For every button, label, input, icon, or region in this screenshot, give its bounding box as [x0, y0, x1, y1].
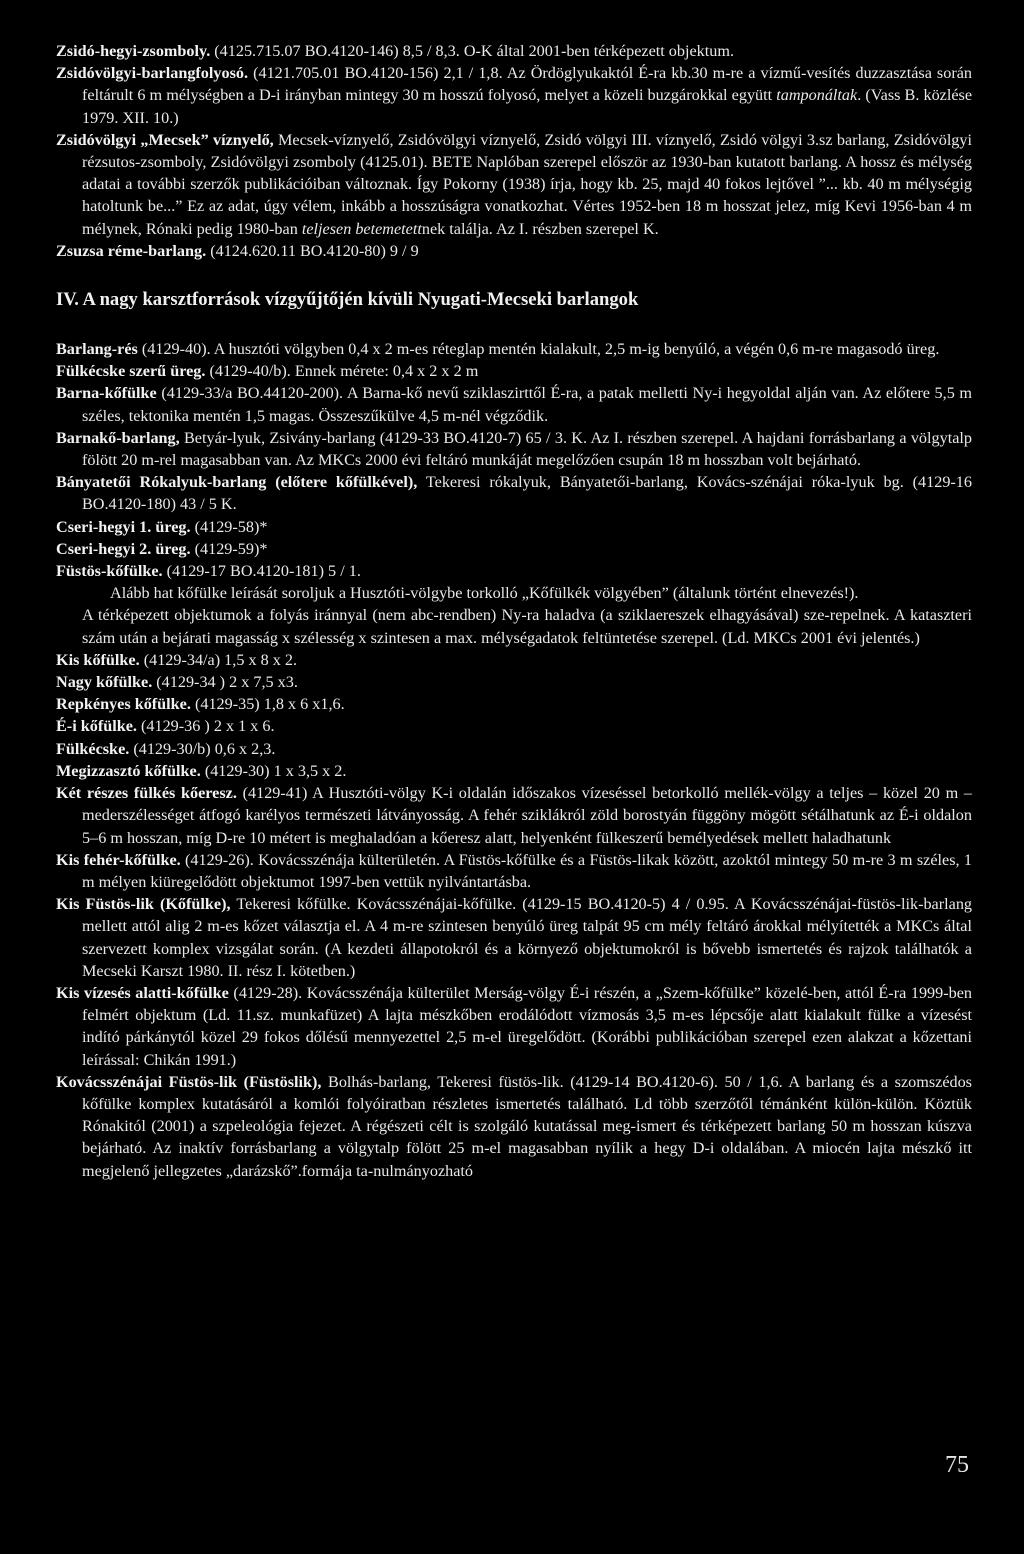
entry-title: Füstös-kőfülke. — [56, 562, 163, 581]
entry-ket-reszes-fulkes-koeresz — [56, 782, 972, 849]
entry-kis-kofulke — [56, 649, 972, 671]
entry-text: (4129-26). Kovácsszénája külterületén. A Füstös-kőfülke és a Füstös-likak között, azoktól mintegy 50 m-re 3 m széles, 1 m mélyen kiüregelődött objektumot 1997-ben vettük nyilvántartásba. — [82, 850, 972, 891]
entry-title: Kis kőfülke. — [56, 650, 140, 669]
entry-barlang-res — [56, 338, 972, 360]
entry-text: Bolhás-barlang, Tekeresi füstös-lik. (4129-14 BO.4120-6). 50 / 1,6. A barlang és a szomszédos kőfülke komplex kutatásáról a komlói folyóiratban részletes ismertetés található. Ld több szerzőtől témánként külön-külön. Köztük Rónakitól (2001) a szpeleológia fejezet. A régészeti célt is szolgáló kutatással meg-ismert és térképezett barlang 50 m hosszan kúszva bejárható. Az inaktív forrásbarlang a völgytalp fölött 25 m-el magasabban nyílik a hegy D-i oldalában. A miocén lajta mészkő itt megjelenő jellegzetes „darázskő”.formája ta-nulmányozható — [82, 1072, 972, 1180]
entry-title: Nagy kőfülke. — [56, 673, 153, 692]
entry-title: Barna-kőfülke — [56, 384, 157, 403]
page-number: 75 — [945, 1452, 969, 1478]
entry-text: (4129-35) 1,8 x 6 x1,6. — [190, 695, 345, 714]
entry-text: (4129-17 BO.4120-181) 5 / 1. — [162, 562, 361, 581]
entry-text: (4129-59)* — [190, 539, 268, 558]
entry-title: Zsidóvölgyi „Mecsek” víznyelő, — [56, 130, 274, 149]
entry-banyatetoi-rokalyuk — [56, 471, 972, 515]
entry-text: (4124.620.11 BO.4120-80) 9 / 9 — [206, 241, 419, 260]
entry-title: Fülkécske. — [56, 739, 130, 758]
entry-e-i-kofulke — [56, 715, 972, 737]
entry-italic: teljesen betemetett — [301, 219, 422, 238]
entry-cseri-hegyi-1 — [56, 516, 972, 538]
entry-text: (4121.705.01 BO.4120-156) 2,1 / 1,8. Az Ördöglyukaktól É-ra kb.30 m-re a vízmű-vesítés duzzasztása során feltárult 6 m mélységben a D-i irányban mintegy 30 m hosszú folyosó, melyet a közeli buzgárokkal együtt — [82, 64, 972, 105]
entry-repkenyes-kofulke — [56, 693, 972, 715]
entry-title: Zsidó-hegyi-zsomboly. — [56, 42, 211, 60]
entry-title: Repkényes kőfülke. — [56, 695, 191, 714]
entry-kis-feher-kofulke — [56, 849, 972, 893]
entry-text: (4129-30/b) 0,6 x 2,3. — [129, 739, 276, 758]
entry-zsidovolgyi-barlangfolyoso — [56, 62, 972, 129]
entry-text: (4129-34 ) 2 x 7,5 x3. — [152, 673, 298, 692]
entry-zsidovolgyi-mecsek-viznyelo — [56, 129, 972, 240]
entry-fulkecske — [56, 738, 972, 760]
entry-title: Kis fehér-kőfülke. — [56, 850, 181, 869]
entry-title: Kovácsszénájai Füstös-lik (Füstöslik), — [56, 1072, 322, 1091]
entry-title: Megizzasztó kőfülke. — [56, 761, 201, 780]
entry-title: Kis vízesés alatti-kőfülke — [56, 983, 229, 1002]
entry-kis-fustos-lik — [56, 893, 972, 982]
entry-title: Zsuzsa réme-barlang. — [56, 241, 207, 260]
entry-text: (4129-40/b). Ennek mérete: 0,4 x 2 x 2 m — [205, 362, 479, 381]
entry-text: (4129-40). A husztóti völgyben 0,4 x 2 m-es réteglap mentén kialakult, 2,5 m-ig benyúló, a végén 0,6 m-re magasodó üreg. — [137, 340, 940, 359]
entry-title: Barlang-rés — [56, 340, 138, 359]
entry-text: Tekeresi kőfülke. Kovácsszénájai-kőfülke. (4129-15 BO.4120-5) 4 / 0.95. A Kovácsszénájai-füstös-lik-barlang mellett attól alig 2 m-es kőzet választja el. A 4 m-re szintesen benyúló üreg talpát 95 cm mély feltáró árokkal mélyítették a MKCs által szervezett komplex vizsgálat során. (A kezdeti állapotokról és a környező objektumokról is bővebb ismertetés és rajzok találhatók a Mecseki Karszt 1980. II. rész I. kötetben.) — [82, 895, 973, 980]
entry-title: É-i kőfülke. — [56, 717, 137, 736]
entry-text: Tekeresi rókalyuk, Bányatetői-barlang, Kovács-szénájai róka-lyuk bg. (4129-16 BO.4120-180) 43 / 5 K. — [82, 473, 972, 514]
page-content — [56, 40, 972, 1182]
entry-barnako-barlang — [56, 427, 972, 471]
entry-zsido-hegyi-zsomboly — [56, 40, 972, 62]
entry-title: Cseri-hegyi 2. üreg. — [56, 539, 191, 558]
entry-barna-kofulke — [56, 382, 972, 426]
entry-title: Bányatetői Rókalyuk-barlang (előtere kőfülkével), — [56, 473, 418, 492]
entry-text-cont: . (Vass B. közlése 1979. XII. 10.) — [82, 86, 973, 127]
entry-title: Barnakő-barlang, — [56, 428, 180, 447]
entry-text-cont: nek találja. Az I. részben szerepel K. — [421, 219, 659, 238]
entry-fustos-kofulke — [56, 560, 972, 582]
entry-title: Cseri-hegyi 1. üreg. — [56, 517, 191, 536]
entry-text: (4129-30) 1 x 3,5 x 2. — [200, 761, 347, 780]
entry-italic: tamponáltak — [776, 86, 858, 105]
entry-cseri-hegyi-2 — [56, 538, 972, 560]
entry-text: (4129-58)* — [190, 517, 268, 536]
entry-text: (4129-33/a BO.44120-200). A Barna-kő nevű sziklaszirttől É-ra, a patak melletti Ny-i hegyoldal alján van. Az előtere 5,5 m széles, tektonika mentén 1,5 magas. Összeszűkülve 4,5 m-nél végződik. — [82, 384, 972, 425]
entry-text: (4129-28). Kovácsszénája külterület Merság-völgy É-i részén, a „Szem-kőfülke” közelé-ben, attól É-ra 1999-ben felmért objektum (Ld. 11.sz. munkafüzet) A lajta mészkőben erodálódott vízmosás 3,5 m-es lépcsője alatt kialakult fülke a vízesést indító párkánytól közel 29 fokos dőlésű mennyezettel 2,5 m-el üregelődött. (Korábbi publikációban szerepel ezen alakzat a kőzettani leírással: Chikán 1991.) — [82, 983, 972, 1069]
entry-nagy-kofulke — [56, 671, 972, 693]
note-paragraph-1: Alább hat kőfülke leírását soroljuk a Husztóti-völgybe torkolló „Kőfülkék völgyében” (általunk történt elnevezés!). — [110, 584, 859, 603]
entry-text: Mecsek-víznyelő, Zsidóvölgyi víznyelő, Zsidó völgyi III. víznyelő, Zsidó völgyi 3.sz barlang, Zsidóvölgyi rézsutos-zsomboly, Zsidóvölgyi zsomboly (4125.01). BETE Naplóban szerepel először az 1930-ban kutatott barlang. A hossz és mélység adatai a további szerzők publikációiban változnak. Így Pokorny (1938) írja, hogy kb. 25, majd 40 fokos lejtővel ”... kb. 40 m mélységig hatoltunk be...” Ez az adat, úgy vélem, inkább a hosszúságra vonatkozhat. Vértes 1952-ben 18 m hosszat jelez, míg Kevi 1956-ban 4 m mélynek, Rónaki pedig 1980-ban — [82, 130, 972, 238]
entry-zsuzsa-reme-barlang — [56, 240, 972, 262]
entry-title: Kis Füstös-lik (Kőfülke), — [56, 895, 231, 914]
entry-fulkecske-szeru-ureg — [56, 360, 972, 382]
entry-text: (4129-41) A Husztóti-völgy K-i oldalán időszakos vízeséssel betorkolló mellék-völgy a teljes – közel 20 m – mederszélességet átfogó karélyos természeti látványosság. A fehér sziklákról zöld borostyán függöny mögött sétálhatunk az É-i oldalon 5–6 m hosszan, míg D-re 10 métert is meghaladóan a kőeresz alatt, helyenként fülkeszerű bemélyedések mellett haladhatunk — [82, 784, 972, 847]
entry-megizzaszto-kofulke — [56, 760, 972, 782]
entry-text: Betyár-lyuk, Zsivány-barlang (4129-33 BO.4120-7) 65 / 3. K. Az I. részben szerepel. A hajdani forrásbarlang a völgytalp fölött 20 m-rel magasabban van. Az MKCs 2000 évi feltáró munkáját megelőzően csupán 18 m hosszban volt bejárható. — [82, 428, 972, 470]
entry-kis-vizeses-alatti-kofulke — [56, 982, 972, 1071]
entry-text: (4129-34/a) 1,5 x 8 x 2. — [139, 650, 298, 669]
section-heading: IV. A nagy karsztforrások vízgyűjtőjén kívüli Nyugati-Mecseki barlangok — [56, 289, 639, 311]
note-paragraph-2: A térképezett objektumok a folyás iránnyal (nem abc-rendben) Ny-ra haladva (a sziklaereszek elhagyásával) sze-repelnek. A kataszteri szám után a bejárati magasság x szélesség x szintesen a max. mélységadatok feltüntetése szerepel. (Ld. MKCs 2001 évi jelentés.) — [82, 606, 972, 647]
entry-text: (4129-36 ) 2 x 1 x 6. — [136, 717, 275, 736]
entry-title: Két részes fülkés kőeresz. — [56, 784, 237, 803]
entry-title: Zsidóvölgyi-barlangfolyosó. — [56, 64, 249, 83]
entry-title: Fülkécske szerű üreg. — [56, 362, 206, 381]
entry-text: (4125.715.07 BO.4120-146) 8,5 / 8,3. O-K által 2001-ben térképezett objektum. — [210, 42, 734, 60]
entry-kovacsszenajai-fustos-lik — [56, 1071, 972, 1182]
